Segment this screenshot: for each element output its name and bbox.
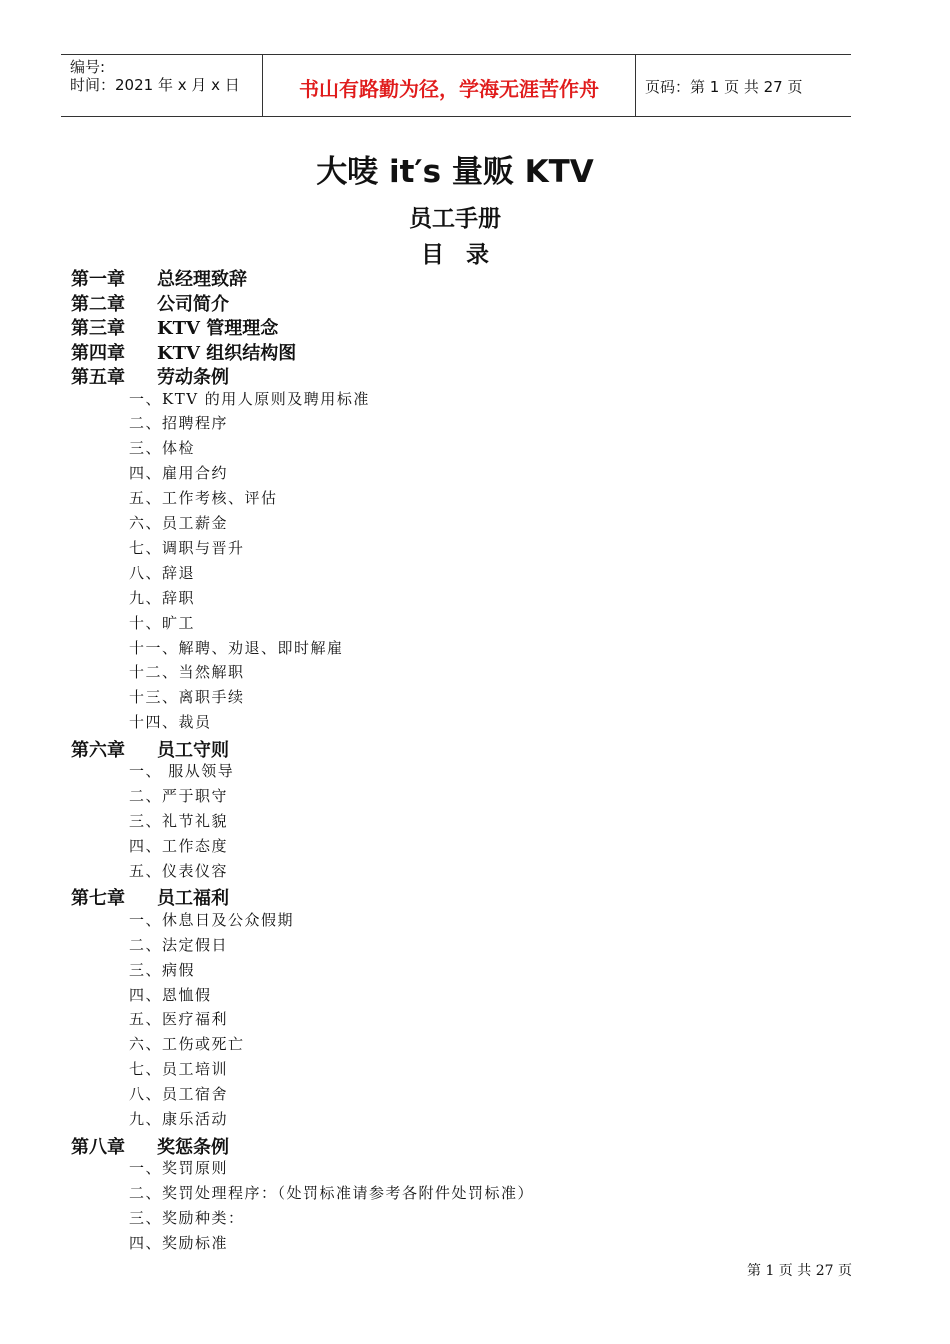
toc-heading: 目录 xyxy=(421,241,511,268)
toc-section: 四、奖励标准 xyxy=(129,1233,229,1252)
toc-section: 十二、当然解职 xyxy=(129,663,245,682)
toc-section: 八、辞退 xyxy=(129,563,196,582)
chapter-title: 员工守则 xyxy=(157,739,229,761)
header-page-cell xyxy=(636,55,851,116)
toc-section: 五、仪表仪容 xyxy=(129,861,229,880)
toc-section: 二、奖罚处理程序：（处罚标准请参考各附件处罚标准） xyxy=(129,1183,535,1202)
chapter-number: 第二章 xyxy=(71,293,125,315)
toc-section: 三、奖励种类： xyxy=(129,1208,245,1227)
page-code: 页码：第 1 页 共 27 页 xyxy=(645,78,803,96)
toc-section: 三、体检 xyxy=(129,439,196,458)
document-subtitle: 员工手册 xyxy=(409,205,501,232)
toc-section: 六、工伤或死亡 xyxy=(129,1035,245,1054)
toc-chapter xyxy=(71,265,247,291)
toc-section: 九、辞职 xyxy=(129,588,196,607)
time-line: 时间：2021 年 x 月 x 日 xyxy=(70,76,240,94)
chapter-number: 第七章 xyxy=(71,888,125,910)
chapter-title: KTV 组织结构图 xyxy=(157,342,297,364)
toc-section: 五、工作考核、评估 xyxy=(129,489,278,508)
toc-section: 八、员工宿舍 xyxy=(129,1085,229,1104)
chapter-title: 员工福利 xyxy=(157,888,229,910)
toc-section: 三、病假 xyxy=(129,960,196,979)
toc-section: 十、旷工 xyxy=(129,613,196,632)
chapter-number: 第四章 xyxy=(71,342,125,364)
toc-section: 五、医疗福利 xyxy=(129,1010,229,1029)
toc-section: 七、调职与晋升 xyxy=(129,538,245,557)
chapter-title: 劳动条例 xyxy=(157,367,229,388)
document-title: 大唛 it′s 量贩 KTV xyxy=(316,154,594,190)
toc-section: 一、休息日及公众假期 xyxy=(129,910,295,929)
chapter-number: 第六章 xyxy=(71,739,125,761)
chapter-number: 第八章 xyxy=(71,1136,125,1158)
header-table xyxy=(61,54,851,117)
toc-chapter xyxy=(71,884,229,910)
chapter-number: 第三章 xyxy=(71,318,125,339)
toc-section: 四、雇用合约 xyxy=(129,464,229,483)
header-left-cell xyxy=(61,55,263,116)
toc-section: 十三、离职手续 xyxy=(129,688,245,707)
toc-section: 一、奖罚原则 xyxy=(129,1159,229,1177)
toc-section: 一、 服从领导 xyxy=(129,762,235,781)
page-footer: 第 1 页 共 27 页 xyxy=(747,1263,852,1279)
toc-section: 七、员工培训 xyxy=(129,1060,229,1079)
header-motto-cell xyxy=(263,55,636,116)
toc-section: 三、礼节礼貌 xyxy=(129,812,229,830)
toc-section: 二、招聘程序 xyxy=(129,414,229,433)
toc-section: 十一、解聘、劝退、即时解雇 xyxy=(129,638,344,657)
chapter-title: 奖惩条例 xyxy=(157,1136,229,1158)
toc-section: 九、康乐活动 xyxy=(129,1110,229,1128)
toc-chapter xyxy=(71,363,229,389)
toc-chapter xyxy=(71,1133,229,1159)
toc-chapter xyxy=(71,339,296,365)
toc-chapter xyxy=(71,290,229,316)
toc-section: 二、严于职守 xyxy=(129,787,229,806)
number-label: 编号: xyxy=(70,58,106,76)
toc-section: 十四、裁员 xyxy=(129,713,212,732)
toc-section: 二、法定假日 xyxy=(129,935,229,954)
toc-section: 六、员工薪金 xyxy=(129,514,229,532)
chapter-number: 第五章 xyxy=(71,367,125,388)
motto-text: 书山有路勤为径，学海无涯苦作舟 xyxy=(299,77,599,101)
toc-chapter xyxy=(71,314,278,340)
chapter-title: 总经理致辞 xyxy=(157,269,247,290)
chapter-title: 公司简介 xyxy=(157,293,229,315)
chapter-number: 第一章 xyxy=(71,269,125,290)
toc-chapter xyxy=(71,736,229,762)
toc-section: 四、恩恤假 xyxy=(129,985,212,1004)
toc-section: 四、工作态度 xyxy=(129,836,229,855)
toc-section: 一、KTV 的用人原则及聘用标准 xyxy=(129,389,370,408)
chapter-title: KTV 管理理念 xyxy=(157,318,279,339)
